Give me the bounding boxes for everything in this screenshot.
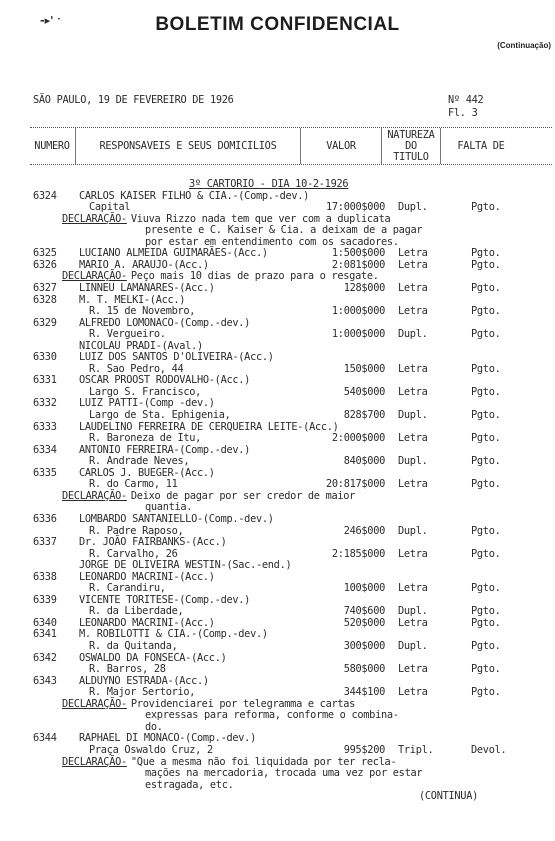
table-header xyxy=(30,127,552,165)
entry-number: 6341 xyxy=(33,628,57,641)
entry-text: 3º CARTORIO - DIA 10-2-1926 xyxy=(189,178,349,190)
value-amount: 540$000 xyxy=(343,385,385,398)
value-amount: 2:000$000 xyxy=(331,432,385,445)
missing-reason: Pgto. xyxy=(471,455,501,468)
entry-text: OSWALDO DA FONSECA-(Acc.) xyxy=(79,651,227,664)
value-amount: 1:500$000 xyxy=(331,247,385,260)
entry-text: estragada, etc. xyxy=(145,778,234,791)
title-nature: Dupl. xyxy=(398,328,428,341)
value-amount: 20:817$000 xyxy=(326,478,385,491)
entry-text: Dr. JOÃO FAIRBANKS-(Acc.) xyxy=(79,536,227,549)
title-nature: Letra xyxy=(398,663,428,676)
entry-number: 6333 xyxy=(33,420,57,433)
missing-reason: Pgto. xyxy=(471,432,501,445)
entry-text: Largo S. Francisco, xyxy=(89,385,202,398)
entry-number: 6343 xyxy=(33,674,57,687)
missing-reason: Pgto. xyxy=(471,640,501,652)
col-natureza xyxy=(381,128,440,164)
title-nature: Letra xyxy=(398,258,428,271)
value-amount: 840$000 xyxy=(343,455,385,468)
entry-number: 6340 xyxy=(33,616,57,629)
declaration-text: Peço mais 10 dias de prazo para o resgate. xyxy=(130,270,379,283)
declaration-text: Viuva Rizzo nada tem que ver com a duplicata xyxy=(130,212,391,225)
entry-text: VICENTE TORITESE-(Comp.-dev.) xyxy=(79,593,251,606)
value-amount: 17:000$000 xyxy=(326,201,385,214)
col-natureza-line2: DO xyxy=(405,139,417,152)
missing-reason: Pgto. xyxy=(471,686,501,699)
declaration-text: "Que a mesma não foi liquidada por ter recla- xyxy=(130,755,397,768)
value-amount: 344$100 xyxy=(343,686,385,699)
value-amount: 2:081$000 xyxy=(331,258,385,271)
declaration-label: DECLARAÇÃO- xyxy=(62,755,127,768)
entry-number: 6326 xyxy=(33,258,57,271)
title-nature: Letra xyxy=(398,385,428,398)
declaration-label: DECLARAÇÃO- xyxy=(62,697,127,710)
value-amount: 520$000 xyxy=(343,616,385,629)
col-valor: VALOR xyxy=(300,128,381,164)
missing-reason: Pgto. xyxy=(471,524,501,537)
entry-text: CARLOS J. BUEGER-(Acc.) xyxy=(79,466,215,479)
entry-number: 6344 xyxy=(33,732,57,745)
entry-text: R. Vergueiro. xyxy=(89,328,166,341)
missing-reason: Pgto. xyxy=(471,547,501,560)
value-amount: 580$000 xyxy=(343,663,385,676)
declaration-text: Providenciarei por telegramma e cartas xyxy=(130,697,356,710)
entry-text: LOMBARDO SANTANIELLO-(Comp.-dev.) xyxy=(79,512,274,525)
entry-number: 6329 xyxy=(33,316,57,329)
entry-number: 6334 xyxy=(33,443,57,456)
entry-text: R. Padre Raposo, xyxy=(89,524,184,537)
entry-number: 6331 xyxy=(33,374,57,387)
missing-reason: Pgto. xyxy=(471,582,501,595)
title-nature: Dupl. xyxy=(398,455,428,468)
value-amount: 740$600 xyxy=(343,605,385,618)
page-number: Fl. 3 xyxy=(448,107,478,119)
value-amount: 995$200 xyxy=(343,743,385,756)
title-nature: Letra xyxy=(398,432,428,445)
entry-text: (CONTINUA) xyxy=(419,790,478,803)
value-amount: 246$000 xyxy=(343,524,385,537)
missing-reason: Pgto. xyxy=(471,409,501,421)
entry-number: 6328 xyxy=(33,293,57,306)
title-nature: Letra xyxy=(398,686,428,699)
entry-text: M. T. MELKI-(Acc.) xyxy=(79,293,186,306)
entry-text: LUCIANO ALMEIDA GUIMARÃES-(Acc.) xyxy=(79,247,268,260)
entry-text: Capital xyxy=(89,201,131,214)
entry-text: MARIO A. ARAUJO-(Acc.) xyxy=(79,258,209,271)
entry-text: R. 15 de Novembro, xyxy=(89,305,196,318)
missing-reason: Devol. xyxy=(471,743,507,756)
declaration-label: DECLARAÇÃO- xyxy=(62,270,127,283)
entry-text: expressas para reforma, conforme o combina- xyxy=(145,709,399,722)
title-nature: Letra xyxy=(398,582,428,595)
entry-text: NICOLAU PRADI-(Aval.) xyxy=(79,339,203,352)
col-numero: NUMERO xyxy=(34,139,70,152)
entry-number: 6332 xyxy=(33,397,57,410)
entry-text: R. da Quitanda, xyxy=(89,640,178,652)
entry-number: 6336 xyxy=(33,512,57,525)
entry-text: por estar em entendimento com os sacadores. xyxy=(145,235,399,248)
entry-text: Praça Oswaldo Cruz, 2 xyxy=(89,743,213,756)
entry-text: ANTONIO FERREIRA-(Comp.-dev.) xyxy=(79,443,251,456)
title-nature: Letra xyxy=(398,362,428,375)
entry-number: 6342 xyxy=(33,651,57,664)
entry-text: LAUDELINO FERREIRA DE CERQUEIRA LEITE-(Acc.) xyxy=(79,420,339,433)
col-natureza-line3: TITULO xyxy=(393,150,429,163)
entry-number: 6338 xyxy=(33,570,57,583)
title-nature: Letra xyxy=(398,478,428,491)
entry-text: OSCAR PROOST RODOVALHO-(Acc.) xyxy=(79,374,251,387)
title-nature: Letra xyxy=(398,616,428,629)
value-amount: 2:185$000 xyxy=(331,547,385,560)
entry-text: ALFREDO LOMONACO-(Comp.-dev.) xyxy=(79,316,251,329)
entry-text: JORGE DE OLIVEIRA WESTIN-(Sac.-end.) xyxy=(79,559,292,572)
corner-mark: -▸' ˑ xyxy=(40,14,61,27)
entry-text: RAPHAEL DI MONACO-(Comp.-dev.) xyxy=(79,732,256,745)
entry-number: 6335 xyxy=(33,466,57,479)
missing-reason: Pgto. xyxy=(471,305,501,318)
value-amount: 1:000$000 xyxy=(331,328,385,341)
city-date: SÃO PAULO, 19 DE FEVEREIRO DE 1926 xyxy=(33,94,234,106)
value-amount: 1:000$000 xyxy=(331,305,385,318)
col-falta: FALTA DE xyxy=(440,128,521,164)
entry-text: R. do Carmo, 11 xyxy=(89,478,178,491)
entry-text: do. xyxy=(145,720,163,733)
bulletin-number: Nº 442 xyxy=(448,94,484,106)
entry-text: ALDUYNO ESTRADA-(Acc.) xyxy=(79,674,209,687)
entry-text: LUIZ DOS SANTOS D'OLIVEIRA-(Acc.) xyxy=(79,351,274,364)
missing-reason: Pgto. xyxy=(471,385,501,398)
entry-text: LEONARDO MACRINI-(Acc.) xyxy=(79,570,215,583)
col-responsaveis: RESPONSAVEIS E SEUS DOMICILIOS xyxy=(75,128,300,164)
entry-text: R. Carvalho, 26 xyxy=(89,547,178,560)
title-nature: Dupl. xyxy=(398,524,428,537)
title-nature: Letra xyxy=(398,281,428,294)
entry-text: Largo de Sta. Ephigenia, xyxy=(89,409,231,421)
entry-number: 6324 xyxy=(33,189,57,202)
entry-text: R. Baroneza de Itu, xyxy=(89,432,202,445)
entry-text: R. Major Sertorio, xyxy=(89,686,196,699)
continuation-label: (Continuação) xyxy=(497,41,551,50)
title-nature: Dupl. xyxy=(398,409,428,421)
missing-reason: Pgto. xyxy=(471,478,501,491)
value-amount: 128$000 xyxy=(343,281,385,294)
declaration-label: DECLARAÇÃO- xyxy=(62,489,127,502)
entry-text: LEONARDO MACRINI-(Acc.) xyxy=(79,616,215,629)
entry-number: 6337 xyxy=(33,536,57,549)
entry-text: LUIZ PATTI-(Comp -dev.) xyxy=(79,397,215,410)
title-nature: Letra xyxy=(398,547,428,560)
title-nature: Tripl. xyxy=(398,743,434,756)
entry-text: CARLOS KAISER FILHO & CIA.-(Comp.-dev.) xyxy=(79,189,310,202)
entry-text: M. ROBILOTTI & CIA.-(Comp.-dev.) xyxy=(79,628,268,641)
entry-number: 6330 xyxy=(33,351,57,364)
missing-reason: Pgto. xyxy=(471,328,501,341)
value-amount: 100$000 xyxy=(343,582,385,595)
entry-text: LINNEU LAMANARES-(Acc.) xyxy=(79,281,215,294)
value-amount: 828$700 xyxy=(343,409,385,421)
entry-text: R. da Liberdade, xyxy=(89,605,184,618)
bulletin-title: BOLETIM CONFIDENCIAL xyxy=(155,14,400,35)
missing-reason: Pgto. xyxy=(471,616,501,629)
declaration-text: Deixo de pagar por ser credor de maior xyxy=(130,489,356,502)
col-natureza-line1: NATUREZA xyxy=(387,128,435,141)
entry-text: mações na mercadoria, trocada uma vez por estar xyxy=(145,767,423,780)
missing-reason: Pgto. xyxy=(471,605,501,618)
entry-number: 6325 xyxy=(33,247,57,260)
title-nature: Letra xyxy=(398,305,428,318)
entry-number: 6327 xyxy=(33,281,57,294)
entry-number: 6339 xyxy=(33,593,57,606)
entry-text: R. Sao Pedro, 44 xyxy=(89,362,184,375)
title-nature: Dupl. xyxy=(398,201,428,214)
title-nature: Letra xyxy=(398,247,428,260)
missing-reason: Pgto. xyxy=(471,663,501,676)
entry-text: R. Carandiru, xyxy=(89,582,166,595)
entry-text: presente e C. Kaiser & Cia. a deixam de a pagar xyxy=(145,224,423,237)
entry-text: R. Barros, 28 xyxy=(89,663,166,676)
missing-reason: Pgto. xyxy=(471,201,501,214)
missing-reason: Pgto. xyxy=(471,247,501,260)
title-nature: Dupl. xyxy=(398,640,428,652)
missing-reason: Pgto. xyxy=(471,362,501,375)
missing-reason: Pgto. xyxy=(471,281,501,294)
declaration-label: DECLARAÇÃO- xyxy=(62,212,127,225)
missing-reason: Pgto. xyxy=(471,258,501,271)
entry-text: R. Andrade Neves, xyxy=(89,455,190,468)
value-amount: 300$000 xyxy=(343,640,385,652)
value-amount: 150$000 xyxy=(343,362,385,375)
title-nature: Dupl. xyxy=(398,605,428,618)
entry-text: quantia. xyxy=(145,501,193,514)
